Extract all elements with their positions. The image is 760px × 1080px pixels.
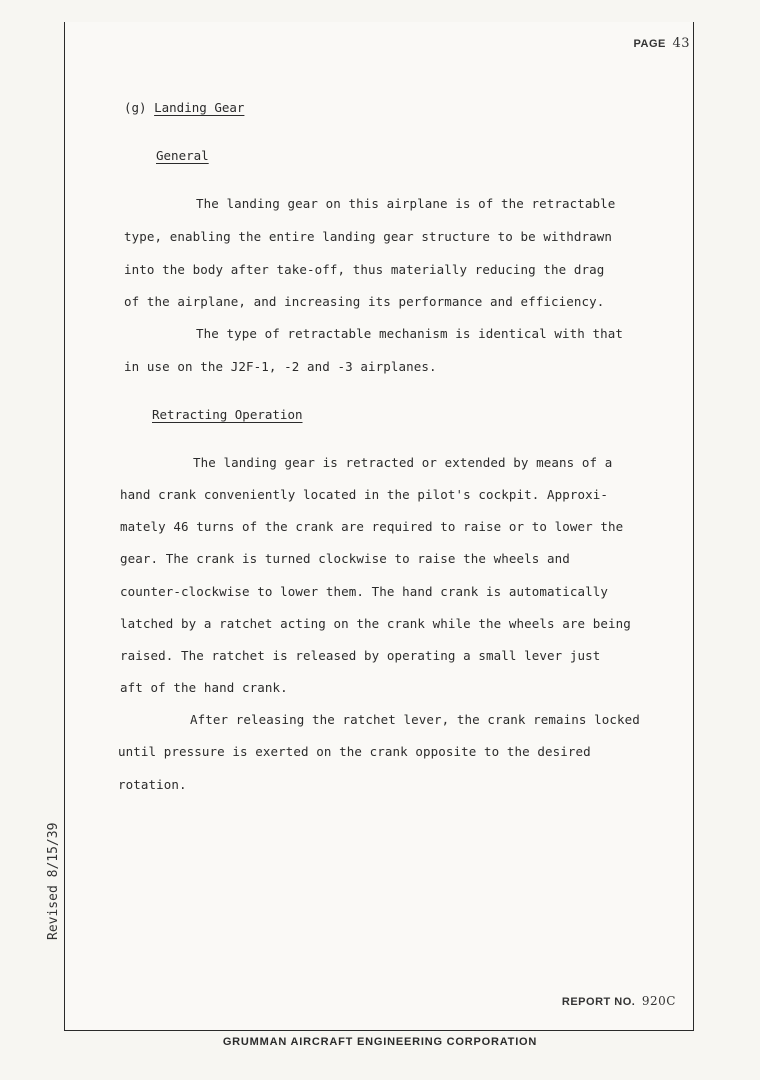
revised-date-note: Revised 8/15/39: [46, 822, 61, 940]
report-label-text: REPORT NO.: [561, 996, 636, 1008]
general-line: in use on the J2F-1, -2 and -3 airplanes.: [124, 359, 437, 374]
retracting-line: hand crank conveniently located in the pilot's cockpit. Approxi-: [120, 487, 609, 502]
retracting-line: gear. The crank is turned clockwise to raise the wheels and: [120, 551, 570, 566]
corporation-name: GRUMMAN AIRCRAFT ENGINEERING CORPORATION: [222, 1036, 538, 1048]
page-number-label: [634, 36, 690, 51]
retracting-line: latched by a ratchet acting on the crank while the wheels are being: [120, 616, 631, 631]
section-prefix: (g): [124, 100, 147, 115]
report-number: 920C: [641, 994, 676, 1008]
retracting-line: rotation.: [118, 777, 187, 792]
retracting-line: raised. The ratchet is released by operating a small lever just: [120, 648, 601, 663]
page-label-text: PAGE: [633, 38, 666, 50]
retracting-line: mately 46 turns of the crank are required to raise or to lower the: [120, 519, 624, 534]
general-line: of the airplane, and increasing its performance and efficiency.: [124, 294, 605, 309]
section-title-text: Landing Gear: [154, 100, 245, 115]
general-line: type, enabling the entire landing gear structure to be withdrawn: [124, 229, 613, 244]
retracting-heading: Retracting Operation: [152, 407, 303, 422]
retracting-line: After releasing the ratchet lever, the crank remains locked: [190, 712, 640, 727]
retracting-line: counter-clockwise to lower them. The hand crank is automatically: [120, 584, 609, 599]
general-line: into the body after take-off, thus materially reducing the drag: [124, 262, 605, 277]
general-line: The landing gear on this airplane is of the retractable: [196, 196, 616, 211]
retracting-line: The landing gear is retracted or extended by means of a: [193, 455, 613, 470]
page-number: 43: [672, 36, 690, 51]
report-number-label: [562, 994, 676, 1008]
retracting-line: until pressure is exerted on the crank opposite to the desired: [118, 744, 591, 759]
retracting-line: aft of the hand crank.: [120, 680, 288, 695]
general-line: The type of retractable mechanism is identical with that: [196, 326, 624, 341]
general-heading: General: [156, 148, 209, 163]
section-title: [124, 100, 244, 115]
